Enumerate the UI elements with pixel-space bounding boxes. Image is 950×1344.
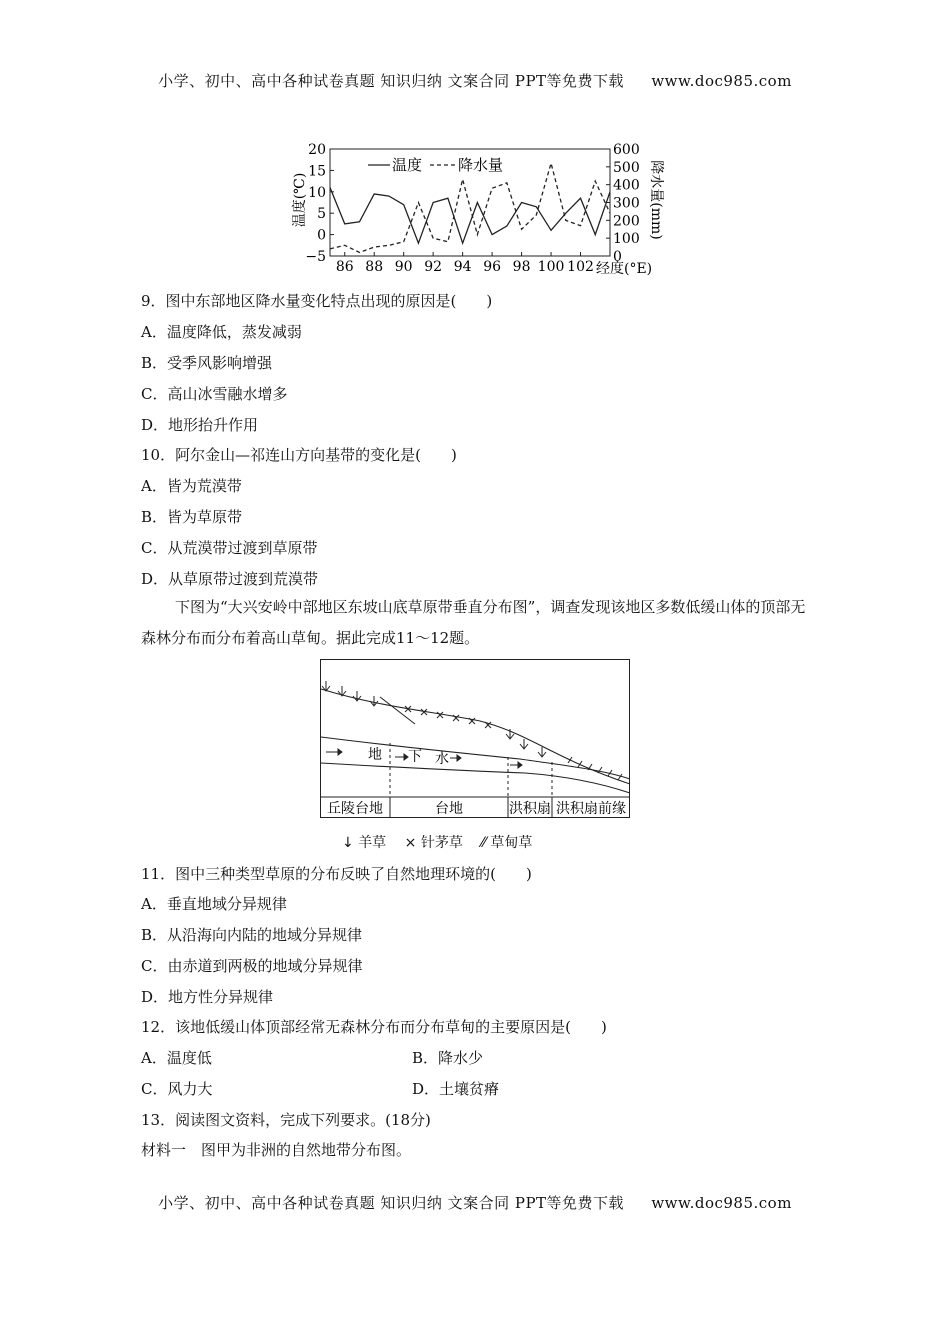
grassland-diagram — [320, 659, 632, 853]
zhenmaocao-symbol — [453, 715, 459, 721]
q9-option-c: C．高山冰雪融水增多 — [141, 385, 288, 403]
q11-option-a: A．垂直地域分异规律 — [141, 895, 287, 913]
header-site: www.doc985.com — [651, 72, 792, 90]
q9-option-b: B．受季风影响增强 — [141, 354, 273, 372]
q13-stem: 13．阅读图文资料，完成下列要求。(18分) — [141, 1111, 431, 1129]
q9-option-a: A．温度降低，蒸发减弱 — [141, 323, 302, 341]
right-tick-label: 500 — [613, 159, 640, 176]
right-tick-label: 200 — [613, 213, 640, 230]
q10-option-a: A．皆为荒漠带 — [141, 477, 242, 495]
legend-name-zhenmaocao: 针茅草 — [420, 835, 463, 851]
x-axis-title: 经度(°E) — [596, 261, 653, 277]
q12-option-b: B．降水少 — [412, 1049, 484, 1067]
legend-name-yangcao: 羊草 — [358, 835, 387, 851]
surface-line — [321, 689, 630, 784]
zone-label-plateau: 台地 — [435, 801, 463, 817]
legend-name-diancao: 草甸草 — [490, 835, 533, 851]
q10-option-b: B．皆为草原带 — [141, 508, 243, 526]
temperature-series-line — [330, 188, 610, 244]
x-tick-label: 86 — [335, 259, 354, 275]
q12-stem: 12．该地低缓山体顶部经常无森林分布而分布草甸的主要原因是( ) — [141, 1018, 607, 1036]
groundwater-label-shui: 水 — [435, 751, 449, 767]
x-tick-label: 92 — [424, 259, 443, 275]
x-tick-label: 88 — [365, 259, 384, 275]
q9-option-d: D．地形抬升作用 — [141, 416, 259, 434]
intro-paragraph: 下图为“大兴安岭中部地区东坡山底草原带垂直分布图”，调查发现该地区多数低缓山体的顶部无森林分布而分布着高山草甸。据此完成11～12题。 — [141, 598, 806, 647]
diancao-symbol — [618, 774, 622, 780]
precipitation-series-line — [330, 163, 610, 252]
left-tick-label: 5 — [317, 206, 326, 223]
x-tick-label: 100 — [537, 259, 565, 275]
yangcao-symbol — [538, 747, 546, 757]
climate-chart — [290, 138, 670, 278]
x-tick-label: 102 — [567, 259, 594, 275]
footer-text: 小学、初中、高中各种试卷真题 知识归纳 文案合同 PPT等免费下载 — [158, 1194, 625, 1212]
page-header — [0, 70, 950, 91]
q10-option-d: D．从草原带过渡到荒漠带 — [141, 570, 319, 588]
legend-precip-label: 降水量 — [458, 156, 504, 174]
q12-option-d: D．土壤贫瘠 — [412, 1080, 500, 1098]
q12-option-c: C．风力大 — [141, 1080, 213, 1098]
q11-option-c: C．由赤道到两极的地域分异规律 — [141, 957, 363, 975]
q11-option-d: D．地方性分异规律 — [141, 988, 274, 1006]
q9-stem: 9．图中东部地区降水量变化特点出现的原因是( ) — [141, 292, 493, 310]
x-tick-label: 96 — [483, 259, 502, 275]
right-tick-label: 300 — [613, 195, 640, 212]
footer-site: www.doc985.com — [651, 1194, 792, 1212]
q11-option-b: B．从沿海向内陆的地域分异规律 — [141, 926, 363, 944]
q11-stem: 11．图中三种类型草原的分布反映了自然地理环境的( ) — [141, 865, 532, 883]
left-tick-label: 15 — [308, 163, 326, 180]
groundwater-label-xia: 下 — [408, 749, 422, 765]
legend-icon-diancao: ⁄⁄ — [481, 835, 486, 851]
groundwater-label-di: 地 — [368, 747, 382, 763]
x-tick-label: 98 — [512, 259, 531, 275]
left-tick-label: 0 — [317, 227, 326, 244]
right-tick-label: 400 — [613, 177, 640, 194]
right-tick-label: 100 — [613, 231, 640, 248]
q12-option-a: A．温度低 — [141, 1049, 212, 1067]
header-text: 小学、初中、高中各种试卷真题 知识归纳 文案合同 PPT等免费下载 — [158, 72, 625, 90]
right-tick-label: 600 — [613, 142, 640, 158]
right-axis-title: 降水量(mm) — [648, 160, 664, 240]
x-tick-label: 90 — [394, 259, 413, 275]
zhenmaocao-symbol — [437, 712, 443, 718]
zone-label-fan-front: 洪积扇前缘 — [556, 801, 626, 817]
yangcao-symbol — [370, 696, 378, 706]
zhenmaocao-symbol — [469, 718, 475, 724]
left-tick-label: 20 — [308, 142, 326, 158]
x-tick-label: 94 — [453, 259, 472, 275]
right-tick-label: 0 — [613, 249, 622, 265]
q10-option-c: C．从荒漠带过渡到草原带 — [141, 539, 318, 557]
diagram-frame — [321, 660, 630, 818]
legend-temp-label: 温度 — [392, 156, 423, 174]
left-axis-title: 温度(℃) — [292, 172, 308, 228]
diagram-legend — [342, 832, 532, 852]
groundwater-bottom-line — [321, 763, 630, 793]
q13-material: 材料一 图甲为非洲的自然地带分布图。 — [141, 1141, 412, 1159]
left-tick-label: −5 — [305, 249, 326, 265]
zone-label-hill: 丘陵台地 — [327, 801, 383, 817]
legend-icon-zhenmaocao: × — [404, 835, 417, 851]
zone-label-fan: 洪积扇 — [509, 801, 551, 817]
q10-stem: 10．阿尔金山—祁连山方向基带的变化是( ) — [141, 446, 457, 464]
legend-icon-yangcao: ↓ — [342, 835, 354, 851]
page-footer — [0, 1192, 950, 1213]
left-tick-label: 10 — [308, 184, 326, 201]
yangcao-symbol — [520, 739, 528, 749]
chart-legend — [368, 156, 503, 174]
